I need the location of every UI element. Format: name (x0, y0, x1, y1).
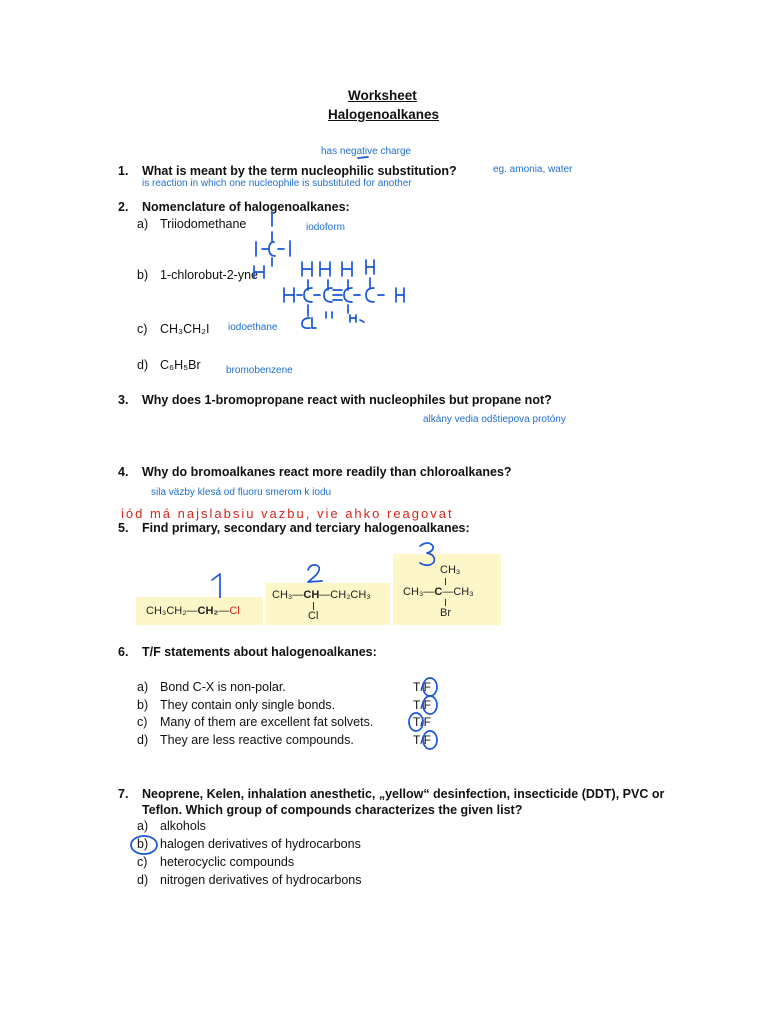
tf-answer-circles (400, 672, 450, 754)
compound-1-dash: — (218, 605, 230, 617)
q6-item-b-tf: T/F (413, 698, 431, 712)
q6-item-a-text: Bond C-X is non-polar. (160, 680, 286, 694)
q5-number: 5. (118, 521, 129, 535)
q6-item-a-tf: T/F (413, 680, 431, 694)
compound-1-formula (146, 605, 240, 617)
note-iodoform: iodoform (306, 222, 345, 233)
compound-2-left: CH₃— (272, 589, 304, 601)
circle-answer-b (131, 836, 157, 854)
q7-item-b-text: halogen derivatives of hydrocarbons (160, 837, 361, 851)
q2-item-b-letter: b) (137, 268, 149, 282)
handwritten-classification-marks (200, 538, 450, 598)
q5-text: Find primary, secondary and terciary halogenoalkanes: (142, 521, 470, 535)
q3-text: Why does 1-bromopropane react with nucleophiles but propane not? (142, 393, 552, 407)
q7-item-c-letter: c) (137, 855, 148, 869)
q4-number: 4. (118, 465, 129, 479)
q6-item-c-letter: c) (137, 715, 148, 729)
q6-item-c-text: Many of them are excellent fat solvets. (160, 715, 374, 729)
q6-item-a-letter: a) (137, 680, 149, 694)
q6-item-d-tf: T/F (413, 733, 431, 747)
circle-answer-c-t (409, 713, 423, 731)
q2-item-c-text: CH₃CH₂I (160, 322, 210, 336)
q7-answer-circle (126, 832, 166, 860)
handwritten-1 (212, 574, 220, 598)
q7-number: 7. (118, 787, 129, 801)
compound-3-top: CH₃ (440, 564, 461, 576)
q2-item-a-text: Triiodomethane (160, 217, 247, 231)
circle-answer-d-f (423, 731, 437, 749)
note-bond-strength: sila väzby klesá od fluoru smerom k iodu (151, 487, 332, 498)
q7-item-d-text: nitrogen derivatives of hydrocarbons (160, 873, 362, 887)
note-alkanes: alkány vedia odštiepova protóny (423, 414, 566, 425)
q6-text: T/F statements about halogenoalkanes: (142, 645, 377, 659)
handwritten-2 (308, 565, 322, 582)
q2-item-d-letter: d) (137, 358, 149, 372)
note-examples: eg. amonia, water (493, 164, 573, 175)
compound-3-left: CH₃— (403, 586, 435, 598)
q1-text: What is meant by the term nucleophilic substitution? (142, 164, 457, 178)
q6-item-b-letter: b) (137, 698, 149, 712)
q2-item-a-letter: a) (137, 217, 149, 231)
q6-number: 6. (118, 645, 129, 659)
compound-2-center: CH (303, 589, 320, 601)
note-iodoethane: iodoethane (228, 322, 278, 333)
circle-answer-b-f (423, 696, 437, 714)
circle-answer-a-f (423, 678, 437, 696)
q7-item-a-text: alkohols (160, 819, 206, 833)
handwritten-structures-drawing (240, 150, 420, 330)
q1-number: 1. (118, 164, 129, 178)
note-negative-charge: has negative charge (321, 146, 412, 157)
q3-number: 3. (118, 393, 129, 407)
q6-item-d-letter: d) (137, 733, 149, 747)
q6-item-d-text: They are less reactive compounds. (160, 733, 354, 747)
q2-item-d-text: C₆H₅Br (160, 358, 201, 372)
note-definition: is reaction in which one nucleophile is substituted for another (142, 178, 412, 189)
compound-3-right: —CH₃ (442, 586, 474, 598)
q2-text: Nomenclature of halogenoalkanes: (142, 200, 350, 214)
page-subtitle: Halogenoalkanes (328, 107, 440, 122)
q7-text-line1: Neoprene, Kelen, inhalation anesthetic, „yellow“ desinfection, insecticide (DDT), PVC or (142, 787, 665, 801)
q7-item-a-letter: a) (137, 819, 149, 833)
q7-text-line2: Teflon. Which group of compounds characterizes the given list? (142, 803, 523, 817)
compound-2-halogen: Cl (308, 610, 319, 622)
compound-1-center: CH₂ (197, 605, 219, 617)
compound-3-halogen: Br (440, 607, 451, 619)
q7-item-c-text: heterocyclic compounds (160, 855, 295, 869)
q4-text: Why do bromoalkanes react more readily than chloroalkanes? (142, 465, 512, 479)
q7-item-b-letter: b) (137, 837, 149, 851)
compound-1-left: CH₃CH₂— (146, 605, 198, 617)
q7-item-d-letter: d) (137, 873, 149, 887)
q6-item-b-text: They contain only single bonds. (160, 698, 336, 712)
compound-2-bond (313, 602, 314, 610)
compound-2-right: —CH₂CH₃ (319, 589, 371, 601)
q2-item-b-text: 1-chlorobut-2-yne (160, 268, 258, 282)
red-note-iodine: iód má najslabsiu vazbu, vie ahko reagovat (121, 506, 454, 521)
q6-item-c-tf: T/F (413, 715, 431, 729)
handwritten-3 (420, 543, 434, 565)
compound-3-bond-bottom (445, 599, 446, 606)
note-bromobenzene: bromobenzene (226, 365, 293, 376)
q2-number: 2. (118, 200, 129, 214)
q2-item-c-letter: c) (137, 322, 148, 336)
compound-3-center: C (434, 586, 443, 598)
compound-1-halogen: Cl (229, 605, 240, 617)
compound-1-box (136, 597, 263, 625)
page-title: Worksheet (348, 88, 417, 103)
